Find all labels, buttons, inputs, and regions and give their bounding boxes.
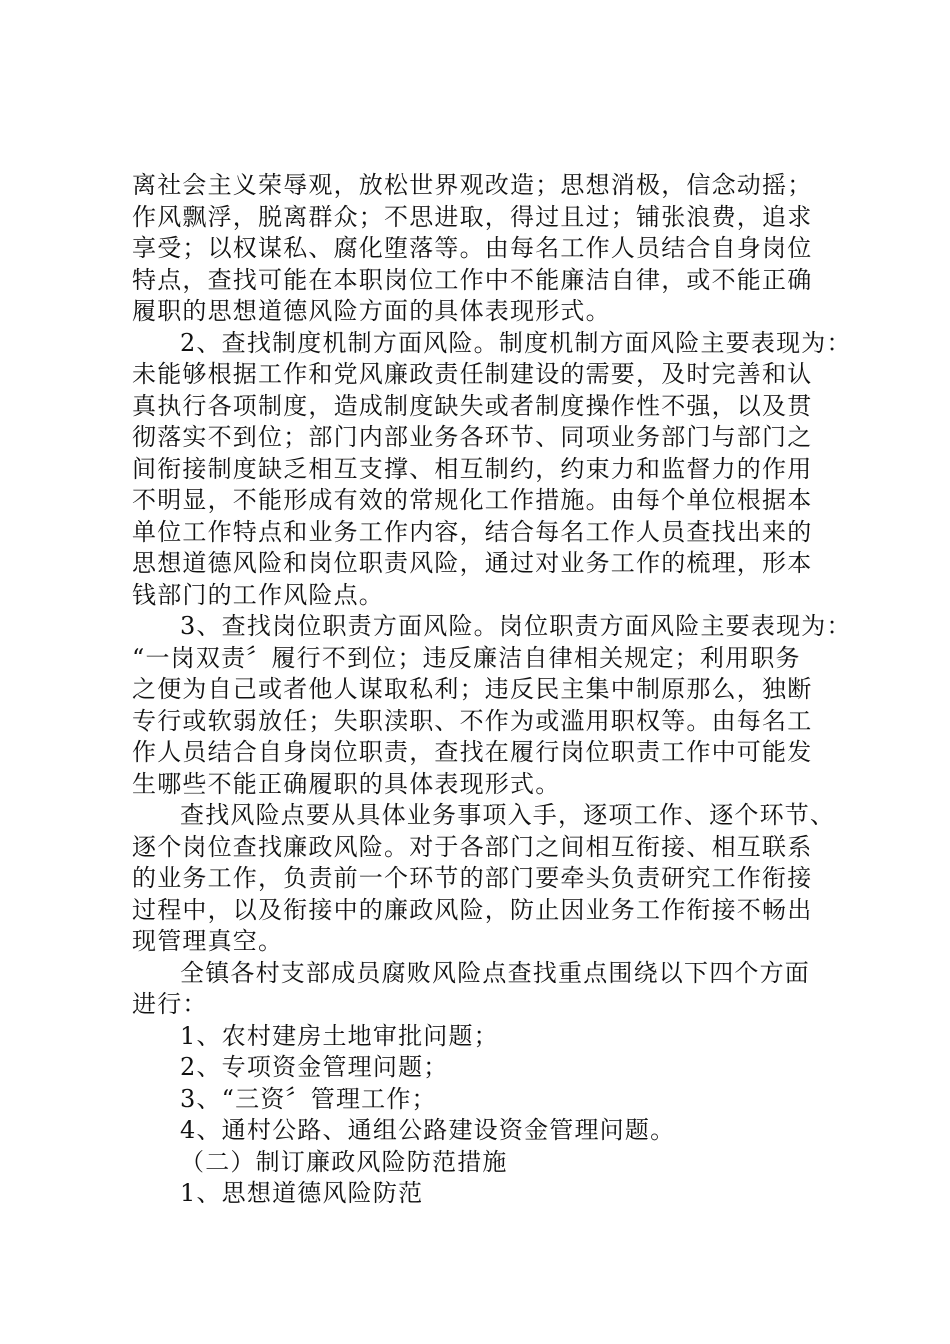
- text-line: 过程中，以及衔接中的廉政风险，防止因业务工作衔接不畅出: [132, 895, 813, 924]
- text-line: 单位工作特点和业务工作内容，结合每名工作人员查找出来的: [132, 517, 813, 546]
- text-line: 生哪些不能正确履职的具体表现形式。: [132, 769, 561, 798]
- document-body: [132, 170, 852, 1210]
- text-line: 彻落实不到位；部门内部业务各环节、同项业务部门与部门之: [132, 423, 813, 451]
- text-line: （二）制订廉政风险防范措施: [180, 1147, 508, 1176]
- text-line: 逐个岗位查找廉政风险。对于各部门之间相互衔接、相互联系: [132, 832, 813, 861]
- text-line: 离社会主义荣辱观，放松世界观改造；思想消极，信念动摇；: [132, 171, 813, 199]
- text-line: 1、农村建房土地审批问题；: [180, 1021, 499, 1050]
- text-line: 2、专项资金管理问题；: [180, 1053, 449, 1081]
- text-line: 现管理真空。: [132, 927, 284, 955]
- text-line: 思想道德风险和岗位职责风险，通过对业务工作的梳理，形本: [132, 549, 813, 577]
- text-line: 间衔接制度缺乏相互支撑、相互制约，约束力和监督力的作用: [132, 454, 813, 483]
- text-line: 之便为自己或者他人谋取私利；违反民主集中制原那么，独断: [132, 675, 813, 703]
- text-line: 作人员结合自身岗位职责，查找在履行岗位职责工作中可能发: [132, 738, 813, 766]
- text-line: “一岗双责〞履行不到位；违反廉洁自律相关规定；利用职务: [132, 643, 801, 672]
- text-line: 全镇各村支部成员腐败风险点查找重点围绕以下四个方面: [180, 958, 810, 987]
- text-line: 的业务工作，负责前一个环节的部门要牵头负责研究工作衔接: [132, 864, 813, 892]
- text-line: 特点，查找可能在本职岗位工作中不能廉洁自律，或不能正确: [132, 265, 813, 294]
- text-line: 履职的思想道德风险方面的具体表现形式。: [132, 297, 611, 325]
- text-line: 享受；以权谋私、腐化堕落等。由每名工作人员结合自身岗位: [132, 234, 813, 262]
- text-line: 专行或软弱放任；失职渎职、不作为或滥用职权等。由每名工: [132, 706, 813, 735]
- text-line: 不明显，不能形成有效的常规化工作措施。由每个单位根据本: [132, 486, 813, 514]
- text-line: 4、通村公路、通组公路建设资金管理问题。: [180, 1116, 676, 1144]
- text-line: 作风飘浮，脱离群众；不思进取，得过且过；铺张浪费，追求: [132, 202, 813, 231]
- text-line: 1、思想道德风险防范: [180, 1179, 424, 1207]
- text-line: 3、查找岗位职责方面风险。岗位职责方面风险主要表现为：: [180, 612, 852, 640]
- text-line: 3、“三资〞管理工作；: [180, 1084, 437, 1113]
- text-line: 未能够根据工作和党风廉政责任制建设的需要，及时完善和认: [132, 360, 813, 388]
- text-line: 进行：: [132, 990, 208, 1018]
- text-line: 2、查找制度机制方面风险。制度机制方面风险主要表现为：: [180, 328, 852, 357]
- text-line: 真执行各项制度，造成制度缺失或者制度操作性不强，以及贯: [132, 391, 813, 420]
- text-line: 查找风险点要从具体业务事项入手，逐项工作、逐个环节、: [180, 801, 836, 829]
- text-line: 钱部门的工作风险点。: [132, 580, 384, 609]
